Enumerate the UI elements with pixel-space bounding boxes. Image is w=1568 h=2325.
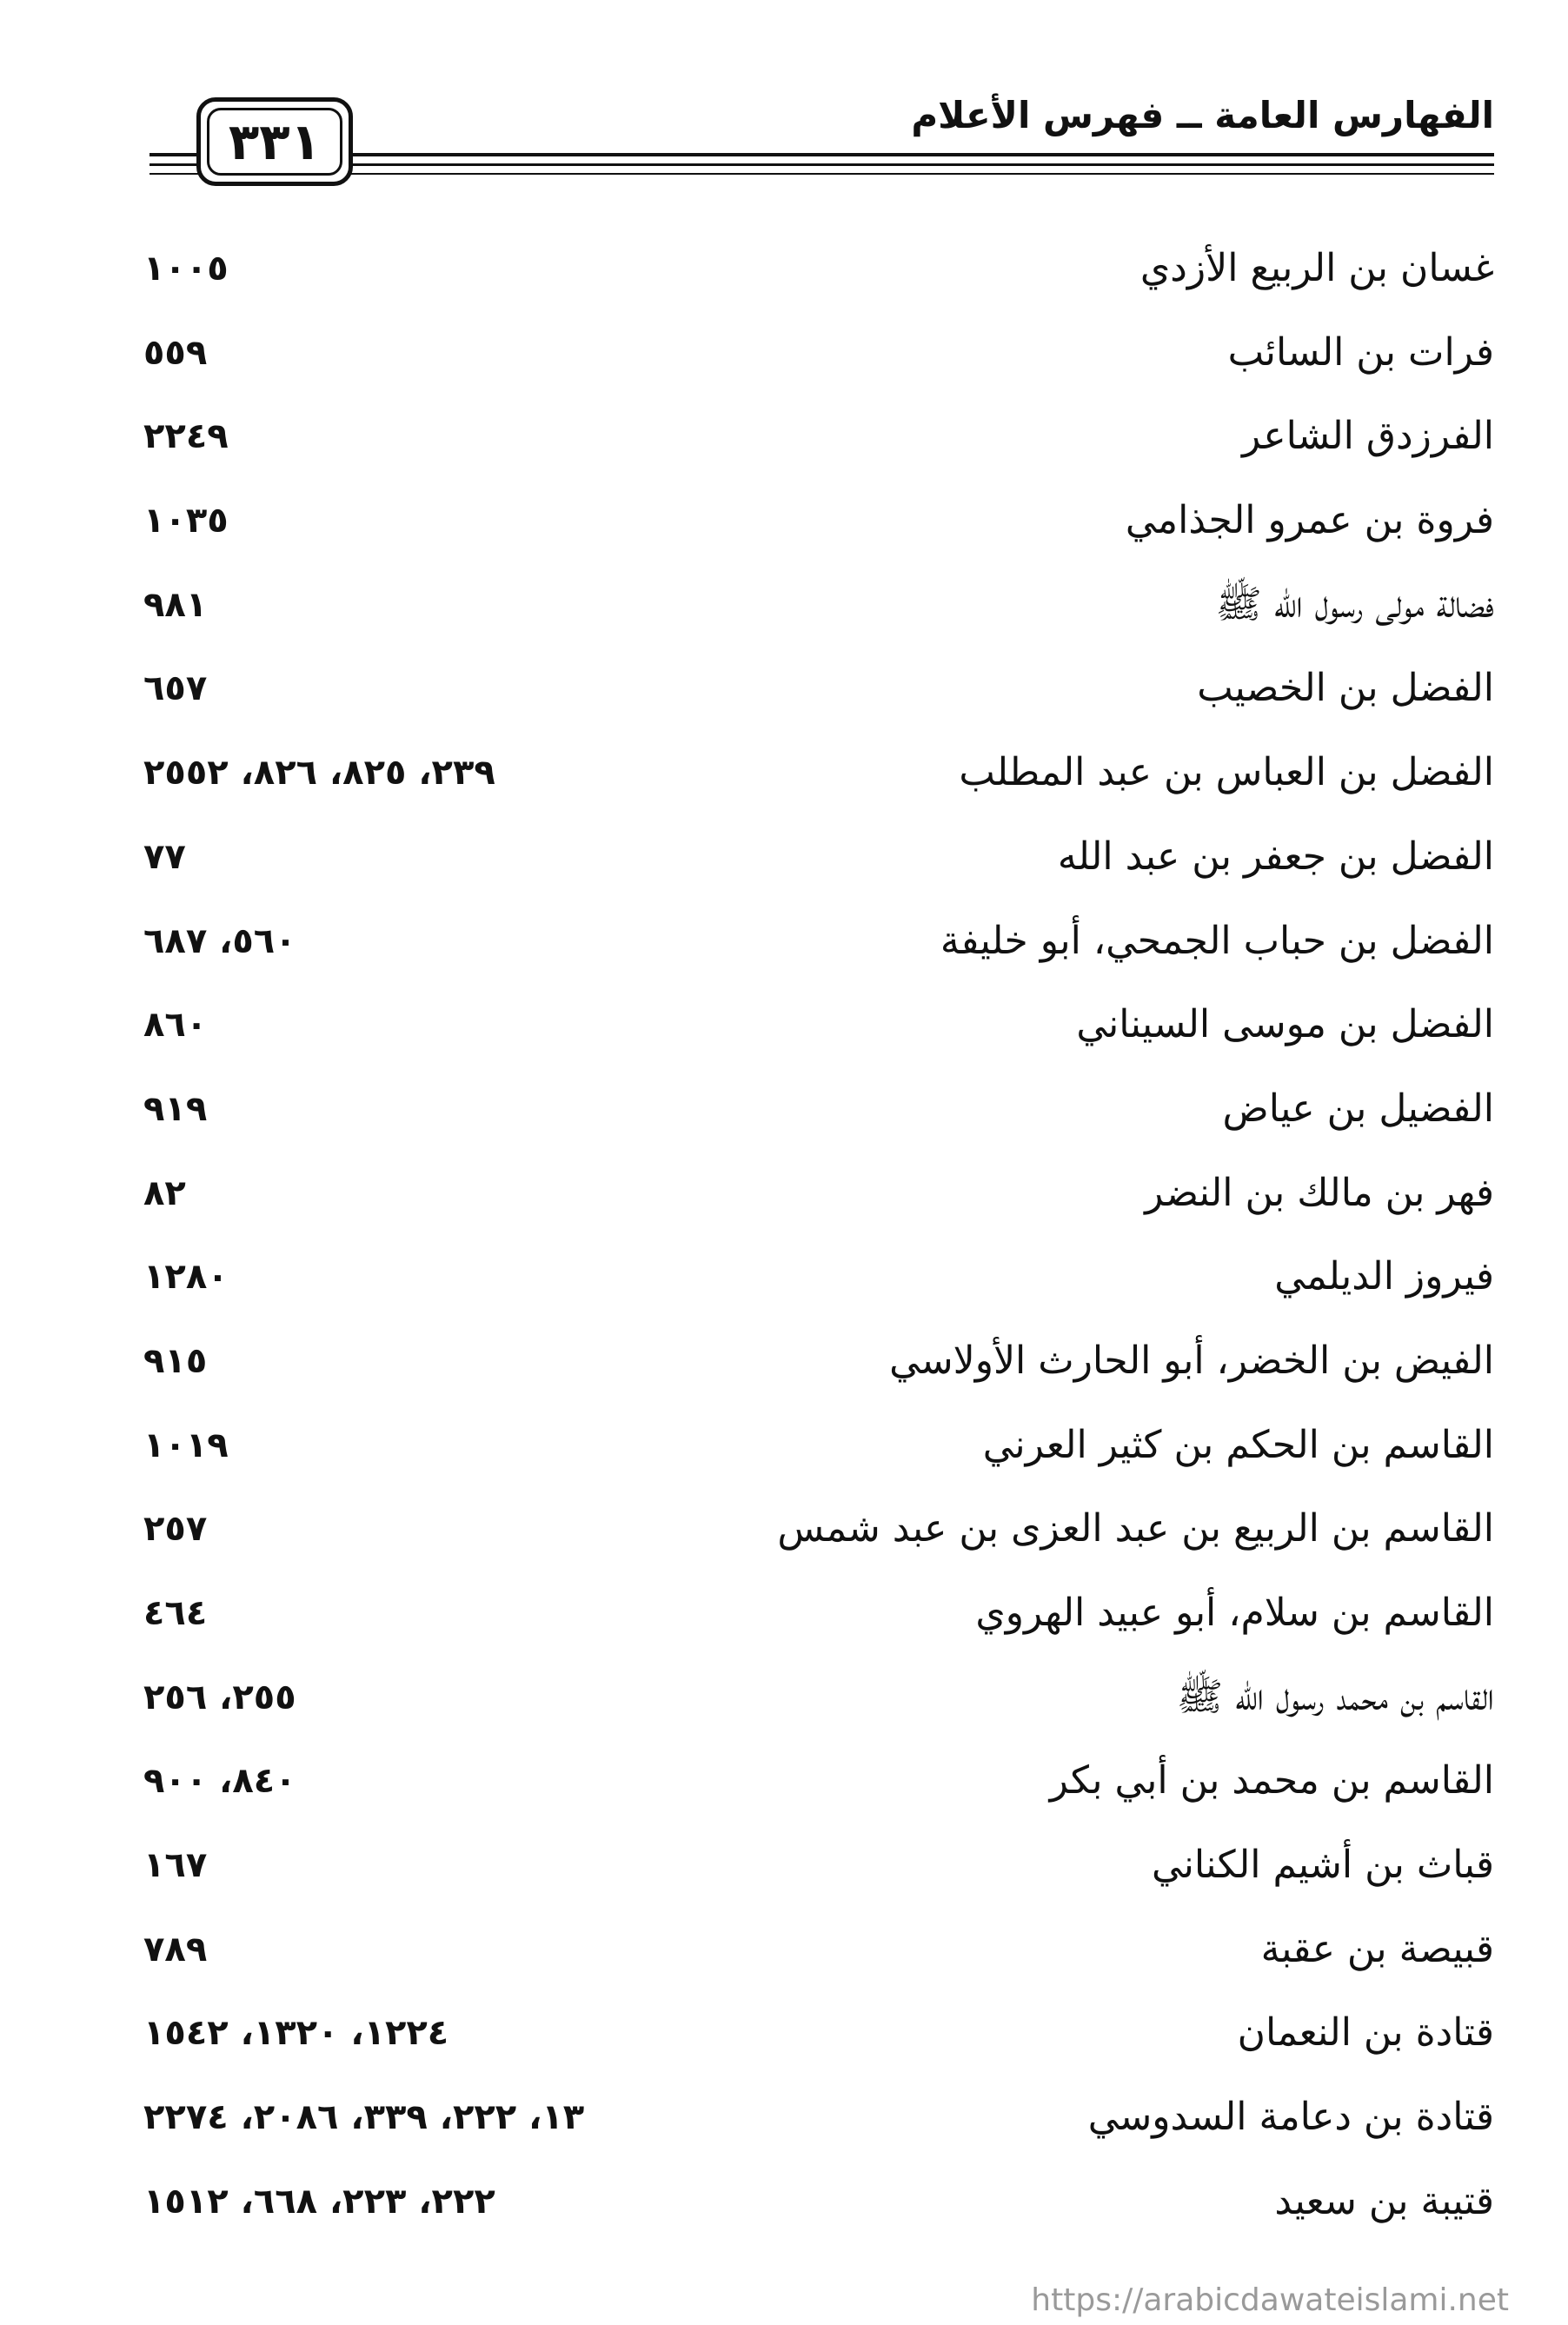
index-entry — [143, 1659, 1494, 1744]
index-entry — [143, 1575, 1494, 1659]
entry-name: الفضل بن جعفر بن عبد الله — [1057, 834, 1494, 879]
entry-pages: ٢٥٧ — [143, 1509, 208, 1550]
index-entry — [143, 2163, 1494, 2248]
index-entry — [143, 1491, 1494, 1575]
entry-pages: ٨٤٠، ٩٠٠ — [143, 1761, 296, 1802]
entry-name: القاسم بن سلام، أبو عبيد الهروي — [975, 1591, 1494, 1635]
entry-pages: ١٠٠٥ — [143, 249, 229, 289]
entry-name: غسان بن الربيع الأزدي — [1139, 246, 1494, 290]
index-entry — [143, 1911, 1494, 1996]
entry-pages: ٤٦٤ — [143, 1593, 208, 1633]
entry-name: قتادة بن دعامة السدوسي — [1087, 2095, 1494, 2140]
index-entry — [143, 567, 1494, 651]
index-entry — [143, 1743, 1494, 1827]
entry-pages: ١٦٧ — [143, 1845, 208, 1886]
entry-name: القاسم بن الربيع بن عبد العزى بن عبد شمس — [777, 1506, 1494, 1551]
entry-pages: ٢٢٤٩ — [143, 416, 229, 457]
running-title: الفهارس العامة ــ فهرس الأعلام — [911, 94, 1494, 136]
index-entries — [143, 230, 1494, 2248]
entry-pages: ٧٧ — [143, 836, 186, 877]
index-entry — [143, 315, 1494, 399]
entry-pages: ١٢٢٤، ١٣٢٠، ١٥٤٢ — [143, 2013, 449, 2054]
entry-pages: ٩١٥ — [143, 1340, 208, 1381]
entry-pages: ٢٣٩، ٨٢٥، ٨٢٦، ٢٥٥٢ — [143, 753, 495, 794]
watermark-url: https://arabicdawateislami.net — [1031, 2282, 1509, 2318]
entry-pages: ٧٨٩ — [143, 1929, 208, 1970]
index-entry — [143, 1239, 1494, 1323]
entry-name: فضالة مولى رسول الله ﷺ — [1215, 581, 1494, 627]
index-entry — [143, 734, 1494, 819]
index-entry — [143, 903, 1494, 987]
entry-name: القاسم بن الحكم بن كثير العرني — [982, 1422, 1494, 1467]
index-entry — [143, 398, 1494, 482]
entry-name: الفضيل بن عياض — [1222, 1086, 1494, 1131]
index-entry — [143, 1995, 1494, 2079]
entry-pages: ٨٦٠ — [143, 1005, 208, 1046]
entry-pages: ١٢٨٠ — [143, 1257, 229, 1298]
entry-name: الفضل بن موسى السيناني — [1076, 1002, 1494, 1047]
entry-pages: ١٣، ٢٢٢، ٣٣٩، ٢٠٨٦، ٢٢٧٤ — [143, 2097, 585, 2138]
entry-name: الفضل بن حباب الجمحي، أبو خليفة — [940, 918, 1494, 963]
entry-pages: ٥٦٠، ٦٨٧ — [143, 920, 296, 961]
index-entry — [143, 230, 1494, 315]
entry-pages: ٢٢٢، ٢٢٣، ٦٦٨، ١٥١٢ — [143, 2181, 495, 2222]
entry-name: فروة بن عمرو الجذامي — [1125, 498, 1494, 543]
index-entry — [143, 482, 1494, 567]
entry-name: الفضل بن العباس بن عبد المطلب — [959, 750, 1494, 795]
index-entry — [143, 1827, 1494, 1911]
entry-name: قتيبة بن سعيد — [1274, 2178, 1494, 2223]
page-number-frame — [196, 97, 353, 186]
index-entry — [143, 1071, 1494, 1155]
entry-pages: ٦٥٧ — [143, 668, 208, 709]
entry-name: فيروز الديلمي — [1274, 1254, 1494, 1299]
index-entry — [143, 1407, 1494, 1491]
entry-name: الفرزدق الشاعر — [1242, 414, 1494, 459]
entry-name: القاسم بن محمد رسول الله ﷺ — [1176, 1674, 1494, 1719]
entry-pages: ١٠١٩ — [143, 1425, 229, 1465]
entry-pages: ٩٨١ — [143, 584, 208, 625]
entry-pages: ١٠٣٥ — [143, 501, 229, 541]
entry-name: الفضل بن الخصيب — [1197, 666, 1494, 711]
page-header — [0, 0, 1568, 209]
page-number: ٣٣١ — [228, 112, 322, 171]
index-entry — [143, 819, 1494, 903]
index-entry — [143, 1323, 1494, 1407]
entry-name: الفيض بن الخضر، أبو الحارث الأولاسي — [889, 1338, 1494, 1383]
index-entry — [143, 986, 1494, 1071]
entry-pages: ٩١٩ — [143, 1088, 208, 1129]
index-entry — [143, 650, 1494, 734]
entry-name: قباث بن أشيم الكناني — [1151, 1843, 1494, 1888]
entry-pages: ٨٢ — [143, 1172, 186, 1213]
entry-pages: ٢٥٥، ٢٥٦ — [143, 1677, 296, 1717]
page-number-inner-frame — [207, 108, 342, 176]
entry-name: القاسم بن محمد بن أبي بكر — [1049, 1758, 1494, 1804]
entry-name: قبيصة بن عقبة — [1260, 1926, 1494, 1971]
entry-name: فهر بن مالك بن النضر — [1145, 1170, 1494, 1215]
index-entry — [143, 1155, 1494, 1239]
entry-name: فرات بن السائب — [1227, 329, 1494, 375]
index-entry — [143, 2079, 1494, 2163]
entry-pages: ٥٥٩ — [143, 332, 208, 373]
entry-name: قتادة بن النعمان — [1237, 2010, 1494, 2056]
